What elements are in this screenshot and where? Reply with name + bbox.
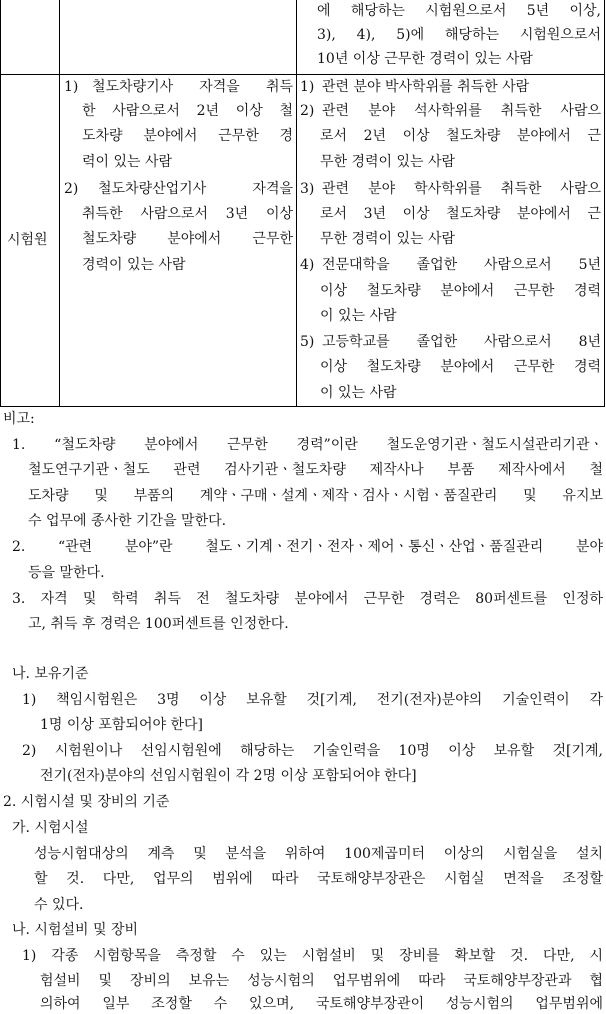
right-item-5-line-3: 이 있는 사람 [320, 385, 397, 401]
facilities-sub-b-line-1: 1) 각종 시험항목을 측정할 수 있는 시험설비 및 장비를 확보할 것. 다만, 시 [22, 948, 603, 964]
right-item-2-line-2: 로서 2년 이상 철도차량 분야에서 근 [320, 128, 601, 144]
right-item-5-line-1: 고등학교를 졸업한 사람으로서 8년 [322, 334, 601, 350]
mid-item-2-line-1: 철도차량산업기사 자격을 [98, 181, 293, 197]
row-label: 시험원 [7, 232, 48, 248]
right-item-3-line-1: 관련 분야 학사학위를 취득한 사람으 [322, 181, 601, 197]
mid-item-1-line-4: 력이 있는 사람 [82, 154, 173, 170]
retention-line-2: 1명 이상 포함되어야 한다] [40, 717, 203, 733]
right-item-4-num: 4) [300, 257, 315, 273]
facilities-sub-a-line-3: 수 있다. [34, 897, 84, 913]
remarks-line-6: 등을 말한다. [28, 565, 105, 581]
retention-line-4: 전기(전자)분야의 선임시험원이 각 2명 이상 포함되어야 한다] [40, 768, 417, 784]
table-border-left [0, 0, 1, 407]
retention-line-3: 2) 시험원이나 선임시험원에 해당하는 기술인력을 10명 이상 보유할 것[기계, [22, 743, 603, 759]
table-border-right [604, 0, 605, 407]
right-item-1-line-1: 관련 분야 박사학위를 취득한 사람 [322, 79, 530, 95]
mid-item-1-num: 1) [64, 79, 79, 95]
table-border-col2 [296, 0, 297, 407]
facilities-sub-b-line-2: 험설비 및 장비의 보유는 성능시험의 업무범위에 따라 국토해양부장관과 협 [40, 973, 603, 989]
right-item-5-num: 5) [300, 334, 315, 350]
facilities-sub-a: 가. 시험시설 [12, 820, 89, 836]
mid-item-2-line-4: 경력이 있는 사람 [82, 257, 186, 273]
mid-item-1-line-2: 한 사람으로서 2년 이상 철 [82, 103, 293, 119]
mid-item-1-line-1: 철도차량기사 자격을 취득 [92, 79, 293, 95]
table-border-bottom [0, 406, 605, 407]
remarks-line-8: 고, 취득 후 경력은 100퍼센트를 인정한다. [28, 616, 289, 632]
remarks-line-7: 3. 자격 및 학력 취득 전 철도차량 분야에서 근무한 경력은 80퍼센트를 인정하 [12, 591, 603, 607]
right-item-3-num: 3) [300, 181, 315, 197]
mid-item-1-line-3: 도차량 분야에서 근무한 경 [82, 128, 293, 144]
qualification-table [0, 0, 606, 407]
remarks-line-4: 수 업무에 종사한 기간을 말한다. [28, 513, 227, 529]
remarks-heading: 비고: [3, 411, 35, 427]
remarks-line-3: 도차량 및 부품의 계약ㆍ구매ㆍ설계ㆍ제작ㆍ검사ㆍ시험ㆍ품질관리 및 유지보 [28, 488, 603, 504]
right-item-4-line-3: 이 있는 사람 [320, 308, 397, 324]
retention-line-1: 1) 책임시험원은 3명 이상 보유할 것[기계, 전기(전자)분야의 기술인력이 각 [22, 692, 603, 708]
right-item-3-line-2: 로서 3년 이상 철도차량 분야에서 근 [320, 206, 601, 222]
remarks-line-1: 1. “철도차량 분야에서 근무한 경력”이란 철도운영기관ㆍ철도시설관리기관ㆍ [12, 437, 603, 453]
mid-item-2-line-2: 취득한 사람으로서 3년 이상 [82, 206, 293, 222]
retention-heading: 나. 보유기준 [12, 666, 89, 682]
mid-item-2-line-3: 철도차량 분야에서 근무한 [82, 231, 293, 247]
right-item-4-line-2: 이상 철도차량 분야에서 근무한 경력 [320, 283, 601, 299]
right-item-5-line-2: 이상 철도차량 분야에서 근무한 경력 [320, 359, 601, 375]
table-border-row [0, 74, 605, 75]
mid-item-2-num: 2) [64, 181, 79, 197]
facilities-sub-b: 나. 시험설비 및 장비 [12, 922, 138, 938]
table-top-line-2: 3), 4), 5)에 해당하는 시험원으로서 [317, 27, 601, 43]
facilities-sub-a-line-1: 성능시험대상의 계측 및 분석을 위하여 100제곱미터 이상의 시험실을 설치 [34, 846, 603, 862]
table-top-line-3: 10년 이상 근무한 경력이 있는 사람 [317, 51, 533, 67]
right-item-4-line-1: 전문대학을 졸업한 사람으로서 5년 [322, 257, 601, 273]
remarks-line-2: 철도연구기관ㆍ철도 관련 검사기관ㆍ철도차량 제작사나 부품 제작사에서 철 [28, 462, 603, 478]
right-item-1-num: 1) [300, 79, 315, 95]
right-item-2-line-3: 무한 경력이 있는 사람 [320, 154, 456, 170]
right-item-2-num: 2) [300, 103, 315, 119]
right-item-2-line-1: 관련 분야 석사학위를 취득한 사람으 [322, 103, 601, 119]
facilities-heading: 2. 시험시설 및 장비의 기준 [3, 794, 170, 810]
facilities-sub-b-line-3: 의하여 일부 조정할 수 있으며, 국토해양부장관이 성능시험의 업무범위에 [40, 996, 603, 1012]
facilities-sub-a-line-2: 할 것. 다만, 업무의 범위에 따라 국토해양부장관은 시험실 면적을 조정할 [34, 871, 603, 887]
remarks-line-5: 2. “관련 분야”란 철도ㆍ기계ㆍ전기ㆍ전자ㆍ제어ㆍ통신ㆍ산업ㆍ품질관리 분야 [12, 539, 603, 555]
right-item-3-line-3: 무한 경력이 있는 사람 [320, 231, 456, 247]
table-top-line-1: 에 해당하는 시험원으로서 5년 이상, [317, 3, 601, 19]
table-border-col1 [59, 0, 60, 407]
